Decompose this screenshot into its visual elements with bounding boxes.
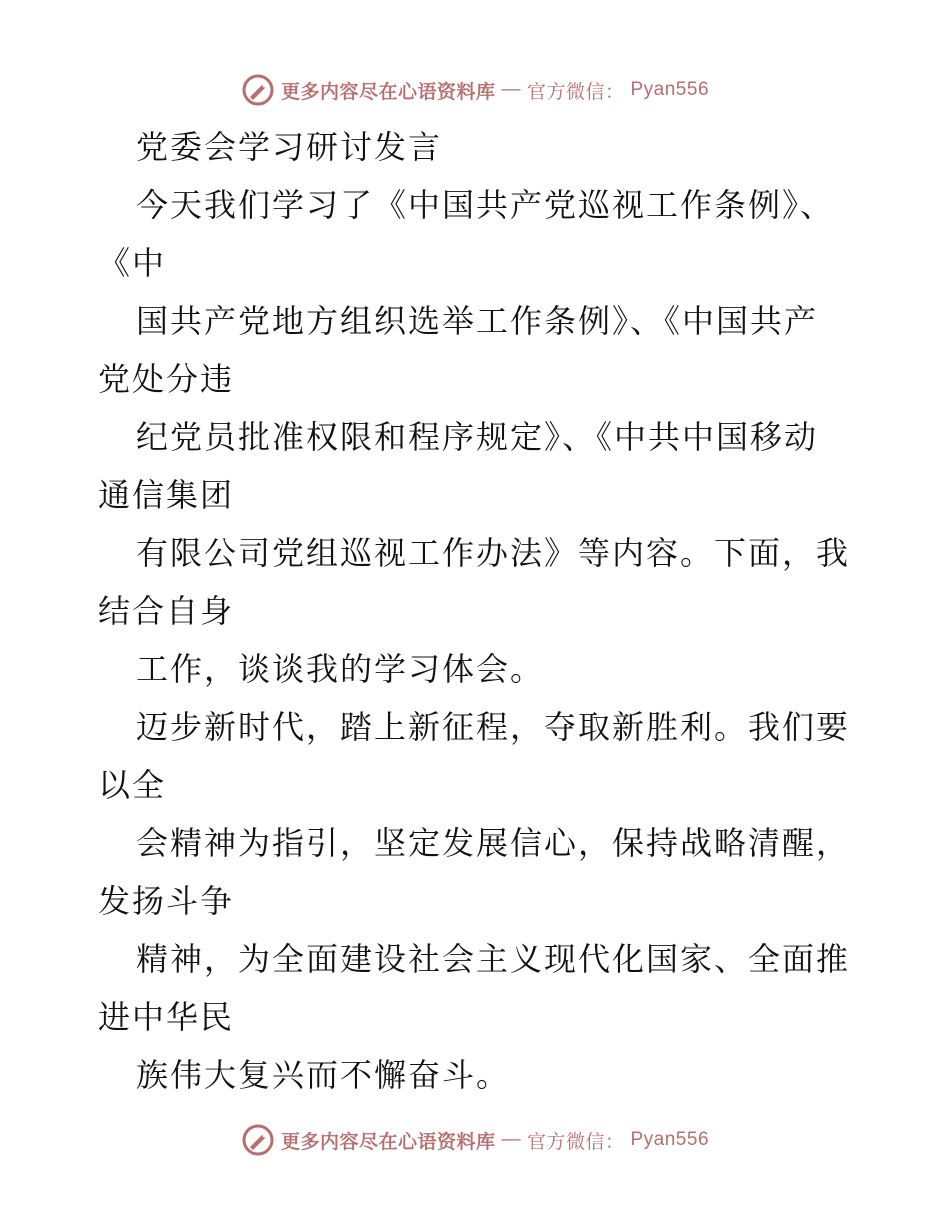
watermark-handle: Pyan556 bbox=[630, 79, 710, 100]
text-line: 国共产党地方组织选举工作条例》、《中国共产 bbox=[136, 302, 819, 340]
text-line: 族伟大复兴而不懈奋斗。 bbox=[136, 1056, 511, 1094]
watermark-main-text: 更多内容尽在心语资料库 bbox=[280, 81, 496, 103]
text-line: 有限公司党组巡视工作办法》等内容。下面，我 bbox=[136, 534, 851, 572]
pen-seal-icon bbox=[241, 73, 275, 107]
document-body bbox=[98, 118, 858, 1104]
watermark-separator: — bbox=[501, 79, 521, 100]
text-line: 今天我们学习了《中国共产党巡视工作条例》、 bbox=[136, 186, 835, 224]
text-line: 通信集团 bbox=[98, 476, 235, 514]
text-line: 《中 bbox=[98, 244, 167, 282]
watermark-separator: — bbox=[501, 1129, 521, 1150]
text-line: 迈步新时代，踏上新征程，夺取新胜利。我们要 bbox=[136, 708, 851, 746]
footer-watermark bbox=[0, 1120, 950, 1160]
text-line: 结合自身 bbox=[98, 592, 235, 630]
watermark-handle: Pyan556 bbox=[630, 1129, 710, 1150]
text-line: 党处分违 bbox=[98, 360, 235, 398]
watermark-official-label: 官方微信： bbox=[526, 81, 625, 103]
text-line: 发扬斗争 bbox=[98, 882, 235, 920]
watermark-main-text: 更多内容尽在心语资料库 bbox=[280, 1131, 496, 1153]
text-line: 以全 bbox=[98, 766, 167, 804]
document-title: 党委会学习研讨发言 bbox=[136, 128, 443, 166]
text-line: 会精神为指引，坚定发展信心，保持战略清醒， bbox=[136, 824, 851, 862]
watermark-official-label: 官方微信： bbox=[526, 1131, 625, 1153]
header-watermark bbox=[0, 70, 950, 110]
pen-seal-icon bbox=[241, 1123, 275, 1157]
text-line: 进中华民 bbox=[98, 998, 235, 1036]
text-line: 工作，谈谈我的学习体会。 bbox=[136, 650, 545, 688]
text-line: 精神，为全面建设社会主义现代化国家、全面推 bbox=[136, 940, 851, 978]
text-line: 纪党员批准权限和程序规定》、《中共中国移动 bbox=[136, 418, 819, 456]
